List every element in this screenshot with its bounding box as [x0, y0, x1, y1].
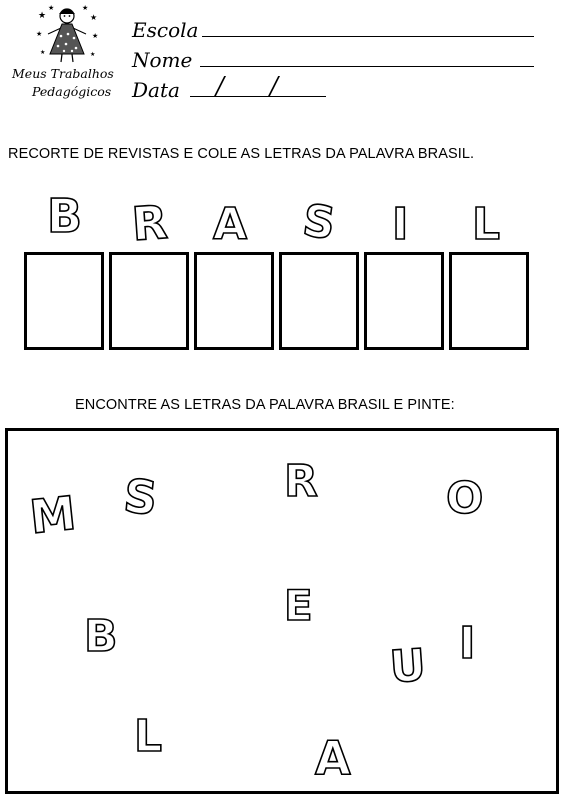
bubble-letter-r: R — [130, 194, 170, 252]
svg-text:★: ★ — [90, 13, 98, 22]
svg-text:★: ★ — [36, 31, 43, 38]
logo-text-line2: Pedagógicos — [32, 84, 112, 99]
find-color-instruction: ENCONTRE AS LETRAS DA PALAVRA BRASIL E PINTE: — [75, 397, 455, 413]
search-letter-o[interactable]: O — [446, 473, 484, 524]
bubble-letter-i: I — [392, 199, 409, 250]
search-letter-i[interactable]: I — [459, 618, 476, 669]
search-letter-s[interactable]: S — [121, 468, 160, 526]
girl-illustration-icon — [34, 2, 100, 64]
svg-text:★: ★ — [38, 10, 47, 20]
school-label: Escola — [132, 18, 199, 42]
search-letter-r[interactable]: R — [284, 456, 318, 507]
date-field[interactable] — [190, 96, 326, 97]
paste-box-5[interactable] — [364, 252, 444, 350]
date-separator-2: / — [270, 72, 279, 100]
svg-text:★: ★ — [90, 52, 96, 58]
name-label: Nome — [132, 48, 193, 72]
logo — [12, 2, 120, 102]
paste-box-3[interactable] — [194, 252, 274, 350]
paste-box-2[interactable] — [109, 252, 189, 350]
svg-text:★: ★ — [92, 33, 99, 40]
name-field[interactable] — [200, 66, 534, 67]
bubble-letter-l: L — [472, 199, 501, 250]
paste-box-6[interactable] — [449, 252, 529, 350]
paste-box-4[interactable] — [279, 252, 359, 350]
cut-paste-instruction: RECORTE DE REVISTAS E COLE AS LETRAS DA PALAVRA BRASIL. — [8, 146, 475, 162]
date-label: Data — [132, 78, 180, 102]
bubble-letter-s: S — [299, 195, 339, 250]
search-letter-u[interactable]: U — [388, 639, 428, 694]
search-letter-l[interactable]: L — [134, 711, 163, 762]
bubble-letter-b: B — [47, 189, 83, 243]
search-letter-e[interactable]: E — [284, 581, 313, 630]
search-letter-m[interactable]: M — [27, 485, 79, 545]
logo-text-line1: Meus Trabalhos — [12, 66, 114, 81]
svg-text:★: ★ — [40, 50, 46, 56]
school-field[interactable] — [202, 36, 534, 37]
svg-text:★: ★ — [48, 5, 55, 12]
search-letter-b[interactable]: B — [84, 611, 118, 662]
svg-text:★: ★ — [82, 5, 89, 12]
search-letter-a[interactable]: A — [315, 731, 351, 785]
bubble-letter-a: A — [213, 199, 248, 250]
paste-box-1[interactable] — [24, 252, 104, 350]
date-separator-1: / — [216, 72, 225, 100]
